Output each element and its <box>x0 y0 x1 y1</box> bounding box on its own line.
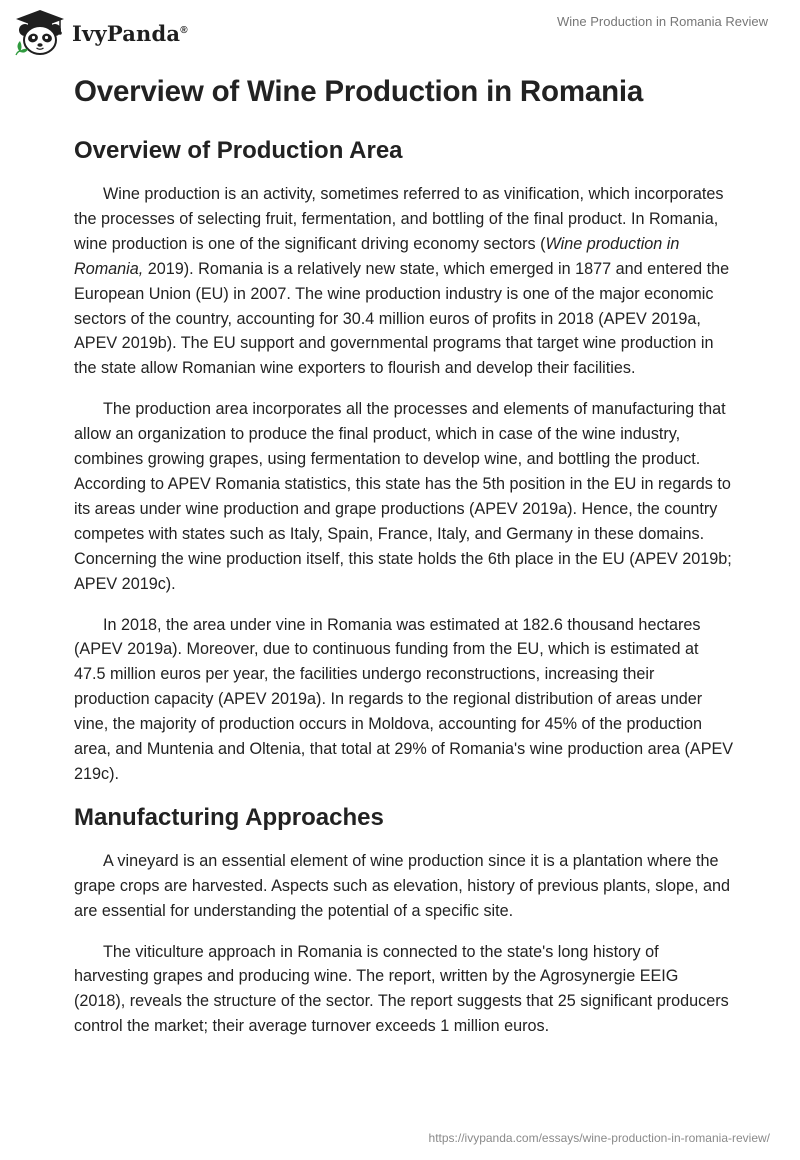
paragraph: Wine production is an activity, sometimes referred to as vinification, which incorporates the processes of selecting fruit, fermentation, and bottling of the final product. In Romania, wine production is one of the significant driving economy sectors (Wine production in Romania, 2019). Romania is a relatively new state, which emerged in 1877 and entered the European Union (EU) in 2007. The wine production industry is one of the major economic sectors of the country, accounting for 30.4 million euros of profits in 2018 (APEV 2019a, APEV 2019b). The EU support and governmental programs that target wine production in the state allow Romanian wine exporters to flourish and develop their facilities. <box>74 185 730 378</box>
paragraph: In 2018, the area under vine in Romania was estimated at 182.6 thousand hectares (APEV 2019a). Moreover, due to continuous funding from the EU, which is estimated at 47.5 million euros per year, the facilities undergo reconstructions, increasing their production capacity (APEV 2019a). In regards to the regional distribution of areas under vine, the majority of production occurs in Moldova, accounting for 45% of the production area, and Muntenia and Oltenia, that total at 29% of Romania's wine production area (APEV 219c). <box>74 615 734 783</box>
panda-graduate-icon <box>14 8 66 58</box>
paragraph: A vineyard is an essential element of wine production since it is a plantation where the grape crops are harvested. Aspects such as elevation, history of previous plants, slope, and are essential for understanding the potential of a specific site. <box>74 851 730 920</box>
document-title: Wine Production in Romania Review <box>557 14 768 29</box>
logo-wordmark: IvyPanda® <box>72 20 188 46</box>
paragraph: The production area incorporates all the processes and elements of manufacturing that allow an organization to produce the final product, which in case of the wine industry, combines growing grapes, using fermentation to develop wine, and bottling the product. According to APEV Romania statistics, this state has the 5th position in the EU in regards to its areas under wine production and grape productions (APEV 2019a). Hence, the country competes with states such as Italy, Spain, France, Italy, and Germany in these domains. Concerning the wine production itself, this state holds the 6th place in the EU (APEV 2019b; APEV 2019c). <box>74 400 732 593</box>
italic-citation: Wine production in Romania, <box>74 234 680 278</box>
section-heading-manufacturing: Manufacturing Approaches <box>74 803 384 831</box>
page-header <box>0 0 800 70</box>
paragraph: The viticulture approach in Romania is connected to the state's long history of harvesting grapes and producing wine. The report, written by the Agrosynergie EEIG (2018), reveals the structure of the sector. The report suggests that 25 significant producers control the market; their average turnover exceeds 1 million euros. <box>74 942 729 1036</box>
section-heading-production-area: Overview of Production Area <box>74 137 403 164</box>
source-url-link[interactable]: https://ivypanda.com/essays/wine-production-in-romania-review/ <box>428 1131 770 1145</box>
ivypanda-logo[interactable] <box>14 8 188 58</box>
essay-content <box>74 72 734 1039</box>
page-title: Overview of Wine Production in Romania <box>74 75 644 108</box>
